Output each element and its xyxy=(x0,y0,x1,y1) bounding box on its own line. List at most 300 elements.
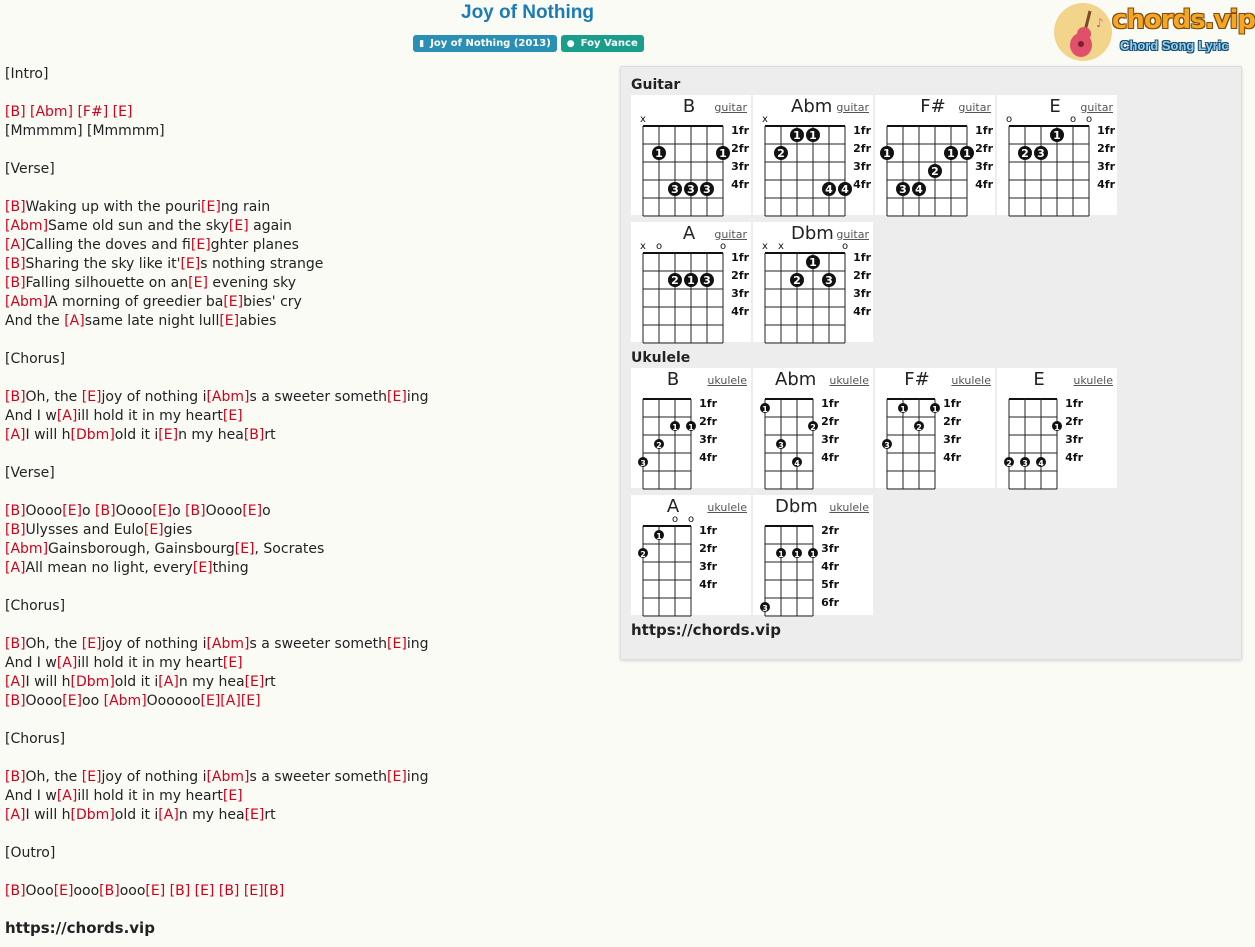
album-label: Joy of Nothing (2013) xyxy=(430,38,551,49)
album-icon: ▮ xyxy=(419,39,425,49)
guitar-chord-link[interactable]: guitar xyxy=(714,228,747,241)
lyric-text: old it i xyxy=(114,807,159,823)
finger-number: 3 xyxy=(884,441,890,450)
lyric-line xyxy=(5,369,605,388)
chord-link[interactable]: [B] xyxy=(169,883,191,899)
lyric-line xyxy=(5,312,605,331)
chord-link[interactable]: [Abm] xyxy=(5,218,49,234)
chord-link[interactable]: [Abm] xyxy=(5,541,49,557)
ukulele-heading: Ukulele xyxy=(631,350,691,366)
lyric-text: Falling silhouette on an xyxy=(25,275,189,291)
chord-link[interactable]: [E] xyxy=(180,256,201,272)
lyric-text: old it i xyxy=(114,427,159,443)
guitar-chord-card-e[interactable] xyxy=(997,95,1117,215)
ukulele-chord-link[interactable]: ukulele xyxy=(707,374,747,387)
chord-link[interactable]: [E] xyxy=(152,503,173,519)
chord-link[interactable]: [E] xyxy=(62,693,83,709)
chord-link[interactable]: [A] xyxy=(56,655,78,671)
chord-link[interactable]: [B] xyxy=(95,503,116,519)
ukulele-chord-link[interactable]: ukulele xyxy=(829,501,869,514)
chord-link[interactable]: [E] xyxy=(387,389,407,405)
site-logo[interactable] xyxy=(1054,3,1255,63)
fret-label: 4fr xyxy=(699,451,717,464)
fret-label: 5fr xyxy=(821,578,839,591)
finger-number: 1 xyxy=(963,147,971,160)
finger-number: 3 xyxy=(703,183,711,196)
chord-name: A xyxy=(666,496,680,517)
open-string-mark: o xyxy=(1085,114,1093,125)
chord-link[interactable]: [Dbm] xyxy=(70,427,115,443)
chord-diagram xyxy=(753,95,873,215)
chord-link[interactable]: [B] xyxy=(5,522,26,538)
chord-link[interactable]: [E] xyxy=(145,883,166,899)
chord-diagram xyxy=(631,368,751,488)
svg-text:♪: ♪ xyxy=(1096,16,1104,30)
lyric-text: s a sweeter someth xyxy=(249,636,388,652)
chord-link[interactable]: [Abm] xyxy=(206,769,250,785)
lyric-text: And I w xyxy=(5,788,57,804)
ukulele-chord-link[interactable]: ukulele xyxy=(951,374,991,387)
chord-link[interactable]: [Abm] xyxy=(103,693,147,709)
chord-link[interactable]: [E] xyxy=(223,294,244,310)
lyric-line xyxy=(5,350,605,369)
finger-number: 2 xyxy=(793,274,801,287)
finger-number: 1 xyxy=(932,405,938,414)
chord-link[interactable]: [A] xyxy=(5,674,26,690)
fret-label: 1fr xyxy=(699,397,717,410)
lyric-line xyxy=(5,141,605,160)
lyric-line xyxy=(5,198,605,217)
lyric-line xyxy=(5,578,605,597)
lyric-line xyxy=(5,863,605,882)
lyric-text: ing xyxy=(406,636,429,652)
finger-number: 3 xyxy=(640,459,646,468)
finger-number: 1 xyxy=(883,147,891,160)
chord-link[interactable]: [F#] xyxy=(77,104,109,120)
finger-number: 2 xyxy=(1021,147,1029,160)
lyric-line xyxy=(5,616,605,635)
fret-label: 4fr xyxy=(731,178,749,191)
chord-link[interactable]: [A] xyxy=(158,807,179,823)
chord-link[interactable]: [B] xyxy=(5,503,26,519)
guitar-chord-link[interactable]: guitar xyxy=(1080,101,1113,114)
finger-number: 1 xyxy=(719,147,727,160)
open-string-mark: o xyxy=(719,241,727,252)
fret-label: 1fr xyxy=(731,251,749,264)
chord-link[interactable]: [E] xyxy=(243,883,264,899)
lyric-text: s nothing strange xyxy=(200,256,324,272)
chord-link[interactable]: [E] xyxy=(234,541,255,557)
lyric-text: Sharing the sky like it' xyxy=(25,256,181,272)
fret-label: 2fr xyxy=(731,269,749,282)
lyric-text: Oooo xyxy=(25,693,63,709)
chord-link[interactable]: [B] xyxy=(5,389,26,405)
chord-link[interactable]: [A] xyxy=(56,788,78,804)
ukulele-chord-link[interactable]: ukulele xyxy=(1073,374,1113,387)
chord-link[interactable]: [E] xyxy=(143,522,164,538)
finger-number: 4 xyxy=(841,183,849,196)
lyric-line xyxy=(5,521,605,540)
chord-name: B xyxy=(666,369,680,390)
open-string-mark: o xyxy=(1069,114,1077,125)
chord-link[interactable]: [E] xyxy=(228,218,249,234)
logo-tagline: Chord Song Lyric xyxy=(1120,38,1229,53)
chord-name: Abm xyxy=(791,96,833,117)
chord-link[interactable]: [E] xyxy=(244,807,265,823)
lyric-text: joy of nothing i xyxy=(101,769,207,785)
chord-link[interactable]: [E] xyxy=(188,275,208,291)
chord-link[interactable]: [E] xyxy=(242,503,263,519)
lyric-text: Oh, the xyxy=(25,389,82,405)
chord-name: E xyxy=(1033,369,1045,390)
fret-label: 3fr xyxy=(1065,433,1083,446)
chord-diagram xyxy=(875,368,995,488)
guitar-chord-card-fsharp[interactable] xyxy=(875,95,995,215)
ukulele-chord-card-abm[interactable] xyxy=(753,368,873,488)
guitar-chord-card-a[interactable] xyxy=(631,222,751,342)
chord-link[interactable]: [Dbm] xyxy=(70,674,115,690)
finger-number: 1 xyxy=(810,550,816,559)
finger-number: 4 xyxy=(915,183,923,196)
lyric-text: I will h xyxy=(25,427,71,443)
fret-label: 4fr xyxy=(975,178,993,191)
chord-link[interactable]: [E] xyxy=(158,427,179,443)
lyric-line xyxy=(5,103,605,122)
lyric-line xyxy=(5,293,605,312)
lyric-line xyxy=(5,711,605,730)
fret-label: 4fr xyxy=(853,305,871,318)
chord-link[interactable]: [E] xyxy=(222,408,243,424)
lyric-text: And the xyxy=(5,313,65,329)
lyric-text: I will h xyxy=(25,674,71,690)
guitar-chord-link[interactable]: guitar xyxy=(836,101,869,114)
lyric-text: Ooo xyxy=(25,883,54,899)
fret-label: 4fr xyxy=(943,451,961,464)
chord-diagram xyxy=(753,495,873,615)
chord-link[interactable]: [B] xyxy=(5,769,26,785)
chord-link[interactable]: [E] xyxy=(244,674,265,690)
chord-diagram xyxy=(753,368,873,488)
lyric-line xyxy=(5,160,605,179)
lyric-text: Oh, the xyxy=(25,636,82,652)
fret-label: 6fr xyxy=(821,596,839,609)
ukulele-chord-card-a[interactable] xyxy=(631,495,751,615)
finger-number: 3 xyxy=(899,183,907,196)
lyric-text: gies xyxy=(163,522,193,538)
chord-link[interactable]: [B] xyxy=(243,427,265,443)
song-badges xyxy=(0,35,1057,52)
lyric-line xyxy=(5,749,605,768)
open-string-mark: o xyxy=(687,514,695,525)
chord-link[interactable]: [E] xyxy=(81,389,102,405)
chord-name: A xyxy=(682,223,696,244)
chord-link[interactable]: [A] xyxy=(5,807,26,823)
ukulele-chord-card-dbm[interactable] xyxy=(753,495,873,615)
chord-link[interactable]: [B] xyxy=(218,883,240,899)
fret-label: 1fr xyxy=(731,124,749,137)
fret-label: 4fr xyxy=(821,560,839,573)
fret-label: 3fr xyxy=(731,287,749,300)
chord-diagram xyxy=(631,495,751,615)
lyric-text: Calling the doves and fi xyxy=(25,237,191,253)
lyric-line xyxy=(5,388,605,407)
chord-link[interactable]: [B] xyxy=(5,256,26,272)
lyric-text: Oooooo xyxy=(146,693,201,709)
user-icon: ● xyxy=(566,39,575,49)
lyric-text: ing xyxy=(406,389,429,405)
fret-label: 2fr xyxy=(853,269,871,282)
muted-string-mark: x xyxy=(640,114,646,125)
lyric-text: old it i xyxy=(114,674,159,690)
lyric-text: Oooo xyxy=(205,503,243,519)
lyric-text: I will h xyxy=(25,807,71,823)
chord-link[interactable]: [E] xyxy=(194,883,215,899)
finger-number: 2 xyxy=(671,274,679,287)
lyric-text: [Intro] xyxy=(5,66,49,82)
finger-number: 3 xyxy=(687,183,695,196)
fret-label: 1fr xyxy=(853,251,871,264)
footer-site-url[interactable]: https://chords.vip xyxy=(5,919,155,937)
chord-link[interactable]: [B] xyxy=(5,883,26,899)
fret-label: 3fr xyxy=(699,560,717,573)
lyric-text: n my hea xyxy=(178,807,245,823)
fret-label: 2fr xyxy=(1065,415,1083,428)
chord-diagram-panel xyxy=(620,66,1242,660)
chord-diagram xyxy=(631,222,751,342)
muted-string-mark: x xyxy=(762,241,768,252)
lyric-text: ill hold it in my heart xyxy=(77,655,223,671)
lyric-text: ill hold it in my heart xyxy=(77,788,223,804)
lyric-line xyxy=(5,274,605,293)
chord-link[interactable]: [B] xyxy=(5,199,26,215)
finger-number: 3 xyxy=(671,183,679,196)
chord-diagram xyxy=(997,368,1117,488)
fret-label: 4fr xyxy=(699,578,717,591)
chord-link[interactable]: [A] xyxy=(56,408,78,424)
fret-label: 3fr xyxy=(853,160,871,173)
lyric-line xyxy=(5,882,605,901)
fret-label: 2fr xyxy=(943,415,961,428)
guitar-chord-link[interactable]: guitar xyxy=(958,101,991,114)
lyric-text: rt xyxy=(264,674,276,690)
lyric-text: bies' cry xyxy=(243,294,302,310)
chord-link[interactable]: [Abm] xyxy=(29,104,74,120)
chord-link[interactable]: [E] xyxy=(201,199,221,215)
chord-link[interactable]: [E] xyxy=(81,769,102,785)
fret-label: 2fr xyxy=(853,142,871,155)
chord-name: Dbm xyxy=(791,223,834,244)
fret-label: 3fr xyxy=(1097,160,1115,173)
finger-number: 3 xyxy=(1022,459,1028,468)
chord-diagram xyxy=(631,95,751,215)
finger-number: 1 xyxy=(1054,423,1060,432)
chord-link[interactable]: [E] xyxy=(240,693,261,709)
song-title: Joy of Nothing xyxy=(461,2,594,23)
ukulele-chord-card-fsharp[interactable] xyxy=(875,368,995,488)
chord-name: B xyxy=(682,96,696,117)
open-string-mark: o xyxy=(671,514,679,525)
chord-name: Dbm xyxy=(775,496,818,517)
chord-link[interactable]: [A] xyxy=(220,693,241,709)
fret-label: 3fr xyxy=(731,160,749,173)
chord-link[interactable]: [E] xyxy=(219,313,240,329)
ukulele-chord-link[interactable]: ukulele xyxy=(707,501,747,514)
lyric-text: n my hea xyxy=(178,427,244,443)
guitar-chord-card-b[interactable] xyxy=(631,95,751,215)
lyric-text: evening sky xyxy=(207,275,297,291)
finger-number: 3 xyxy=(825,274,833,287)
chord-link[interactable]: [E] xyxy=(222,655,243,671)
chord-link[interactable]: [Abm] xyxy=(206,389,250,405)
lyric-text: rt xyxy=(264,427,276,443)
album-badge[interactable] xyxy=(413,35,557,52)
lyric-text: o xyxy=(172,503,186,519)
fret-label: 3fr xyxy=(821,542,839,555)
lyric-line xyxy=(5,540,605,559)
chord-link[interactable]: [B] xyxy=(263,883,285,899)
chord-link[interactable]: [E] xyxy=(112,104,133,120)
fret-label: 3fr xyxy=(853,287,871,300)
finger-number: 2 xyxy=(1006,459,1012,468)
lyric-text: A morning of greedier ba xyxy=(48,294,224,310)
lyric-line xyxy=(5,407,605,426)
panel-site-url[interactable]: https://chords.vip xyxy=(631,621,781,639)
fret-label: 1fr xyxy=(1065,397,1083,410)
fret-label: 4fr xyxy=(853,178,871,191)
finger-number: 4 xyxy=(1038,459,1044,468)
lyric-text: All mean no light, every xyxy=(25,560,193,576)
chord-link[interactable]: [E] xyxy=(190,237,211,253)
lyric-line xyxy=(5,464,605,483)
guitar-chord-card-abm[interactable] xyxy=(753,95,873,215)
lyric-line xyxy=(5,236,605,255)
lyric-line xyxy=(5,255,605,274)
guitar-chord-link[interactable]: guitar xyxy=(714,101,747,114)
lyric-text: same late night lull xyxy=(84,313,220,329)
guitar-chord-card-dbm[interactable] xyxy=(753,222,873,342)
lyric-text: [Chorus] xyxy=(5,598,66,614)
chord-link[interactable]: [B] xyxy=(185,503,206,519)
chord-link[interactable]: [A] xyxy=(5,560,26,576)
fret-label: 2fr xyxy=(821,524,839,537)
chord-link[interactable]: [A] xyxy=(158,674,179,690)
lyric-line xyxy=(5,673,605,692)
ukulele-chord-link[interactable]: ukulele xyxy=(829,374,869,387)
chord-diagram xyxy=(997,95,1117,215)
chord-name: Abm xyxy=(775,369,817,390)
fret-label: 2fr xyxy=(1097,142,1115,155)
chord-link[interactable]: [E] xyxy=(222,788,243,804)
chord-link[interactable]: [Abm] xyxy=(206,636,250,652)
lyric-text: [Mmmmm] [Mmmmm] xyxy=(5,123,165,139)
lyric-line xyxy=(5,179,605,198)
lyric-text: [Verse] xyxy=(5,465,55,481)
chord-link[interactable]: [B] xyxy=(5,693,26,709)
fret-label: 2fr xyxy=(975,142,993,155)
artist-badge[interactable] xyxy=(561,35,644,52)
lyric-line xyxy=(5,559,605,578)
lyric-text: Waking up with the pouri xyxy=(25,199,202,215)
chord-link[interactable]: [Dbm] xyxy=(70,807,115,823)
chord-link[interactable]: [A] xyxy=(5,237,26,253)
lyric-line xyxy=(5,768,605,787)
lyric-text: [Chorus] xyxy=(5,351,66,367)
finger-number: 1 xyxy=(672,423,678,432)
chord-link[interactable]: [Abm] xyxy=(5,294,49,310)
finger-number: 2 xyxy=(810,423,816,432)
ukulele-chord-card-e[interactable] xyxy=(997,368,1117,488)
lyric-text: rt xyxy=(264,807,276,823)
finger-number: 3 xyxy=(762,604,768,613)
finger-number: 1 xyxy=(688,423,694,432)
lyric-line xyxy=(5,825,605,844)
lyric-line xyxy=(5,65,605,84)
lyric-line xyxy=(5,844,605,863)
finger-number: 1 xyxy=(794,550,800,559)
chord-link[interactable]: [E] xyxy=(387,769,407,785)
chord-link[interactable]: [B] xyxy=(5,636,26,652)
ukulele-chord-card-b[interactable] xyxy=(631,368,751,488)
logo-brand: chords.vip xyxy=(1112,5,1255,35)
chord-link[interactable]: [E] xyxy=(62,503,83,519)
chord-link[interactable]: [B] xyxy=(5,104,26,120)
chord-link[interactable]: [B] xyxy=(99,883,120,899)
chord-link[interactable]: [A] xyxy=(64,313,85,329)
finger-number: 2 xyxy=(931,165,939,178)
chord-diagram xyxy=(875,95,995,215)
open-string-mark: o xyxy=(841,241,849,252)
finger-number: 2 xyxy=(640,550,646,559)
lyric-text: joy of nothing i xyxy=(101,389,207,405)
lyric-text: And I w xyxy=(5,655,57,671)
lyric-text: Gainsborough, Gainsbourg xyxy=(48,541,235,557)
chord-diagram xyxy=(753,222,873,342)
fret-label: 1fr xyxy=(943,397,961,410)
lyric-line xyxy=(5,426,605,445)
chord-name: E xyxy=(1049,96,1061,117)
fret-label: 2fr xyxy=(699,415,717,428)
chord-link[interactable]: [E] xyxy=(387,636,407,652)
guitar-icon xyxy=(1060,7,1110,61)
lyric-text: Ulysses and Eulo xyxy=(25,522,144,538)
chord-link[interactable]: [E] xyxy=(81,636,102,652)
chord-link[interactable]: [A] xyxy=(5,427,26,443)
lyric-line xyxy=(5,787,605,806)
lyric-text: Oooo xyxy=(25,503,63,519)
chord-link[interactable]: [E] xyxy=(200,693,221,709)
lyric-text: again xyxy=(248,218,292,234)
finger-number: 1 xyxy=(809,129,817,142)
finger-number: 2 xyxy=(777,147,785,160)
fret-label: 1fr xyxy=(699,524,717,537)
finger-number: 1 xyxy=(778,550,784,559)
lyric-text: Oh, the xyxy=(25,769,82,785)
chord-name: F# xyxy=(920,96,946,117)
lyric-text: , Socrates xyxy=(254,541,325,557)
lyric-text: ooo xyxy=(119,883,146,899)
open-string-mark: o xyxy=(655,241,663,252)
chord-link[interactable]: [E] xyxy=(192,560,213,576)
lyric-line xyxy=(5,806,605,825)
lyric-text: [Chorus] xyxy=(5,731,66,747)
fret-label: 3fr xyxy=(821,433,839,446)
chord-link[interactable]: [B] xyxy=(5,275,26,291)
guitar-chord-link[interactable]: guitar xyxy=(836,228,869,241)
finger-number: 1 xyxy=(656,532,662,541)
chord-link[interactable]: [E] xyxy=(53,883,74,899)
lyric-line xyxy=(5,122,605,141)
finger-number: 1 xyxy=(655,147,663,160)
